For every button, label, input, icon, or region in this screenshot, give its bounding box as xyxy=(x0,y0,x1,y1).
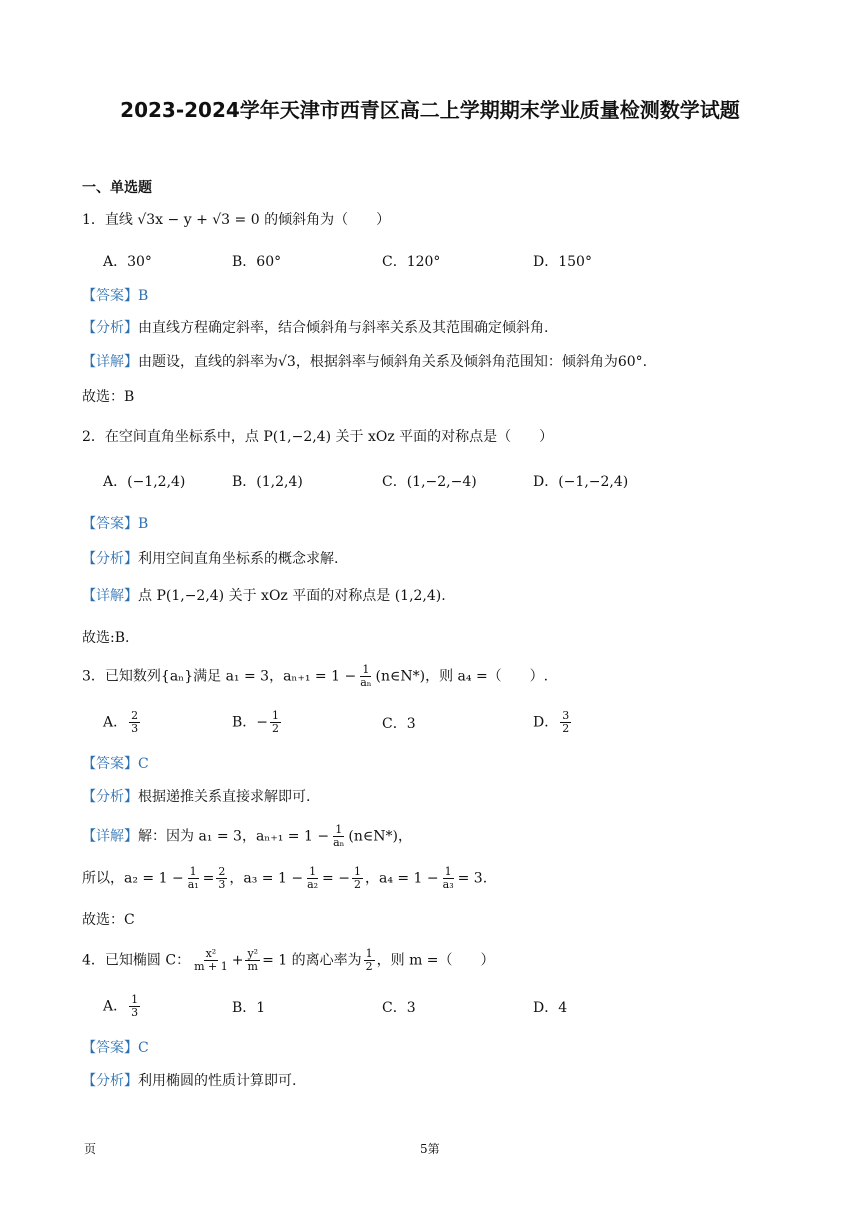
q4-x-num: x² xyxy=(205,947,217,960)
q2-option-c: C．(1,−2,−4) xyxy=(382,474,477,490)
q4-plus: + xyxy=(231,952,244,969)
q3-analysis: 【分析】根据递推关系直接求解即可. xyxy=(82,789,311,805)
q1-detail: 【详解】由题设，直线的斜率为√3，根据斜率与倾斜角关系及倾斜角范围知：倾斜角为60°. xyxy=(82,354,648,370)
q3-work-a: 所以，a₂ = 1 − xyxy=(82,870,184,887)
q2-option-d: D．(−1,−2,4) xyxy=(533,474,629,490)
q4-stem-end: ，则 m =（ ） xyxy=(376,952,495,969)
q3-detail-frac-num: 1 xyxy=(335,823,343,836)
q3-conclusion: 故选：C xyxy=(82,912,135,928)
section-tag: 【详解】 xyxy=(82,828,138,845)
q4-answer xyxy=(82,1038,149,1058)
q3-work-a-den: a₁ xyxy=(187,878,199,891)
q4-e-fraction xyxy=(364,948,375,973)
q4-analysis: 【分析】利用椭圆的性质计算即可. xyxy=(82,1073,297,1089)
q4-y-den: m xyxy=(247,960,258,973)
section-heading: 一、单选题 xyxy=(82,180,152,196)
q3-option-d-den: 2 xyxy=(562,722,570,735)
q3-work-c-den: a₃ xyxy=(442,878,454,891)
q3-work-a-rnum: 2 xyxy=(218,865,226,878)
q3-option-a-num: 2 xyxy=(131,709,139,722)
q3-detail-frac-den: aₙ xyxy=(333,836,345,849)
q3-option-a-fraction xyxy=(129,710,140,735)
q3-option-d xyxy=(533,710,573,735)
q2-answer-text: 【答案】B xyxy=(82,516,149,532)
q3-option-b-label: B．− xyxy=(232,714,269,731)
q4-stem xyxy=(82,948,495,973)
q4-option-a xyxy=(103,994,142,1019)
page-title: 2023-2024学年天津市西青区高二上学期期末学业质量检测数学试题 xyxy=(120,98,740,122)
q4-option-d: D．4 xyxy=(533,1000,568,1016)
q2-conclusion: 故选:B. xyxy=(82,630,130,646)
q3-option-c: C．3 xyxy=(382,716,416,732)
footer-page-number: 5第 xyxy=(420,1142,440,1156)
q3-work-c: ，a₄ = 1 − xyxy=(364,870,439,887)
q3-work-b-fraction xyxy=(305,866,320,891)
q4-answer-text: 【答案】C xyxy=(82,1040,149,1056)
q3-work-b-result xyxy=(352,866,363,891)
q1-option-d: D．150° xyxy=(533,254,592,270)
q3-detail xyxy=(82,824,412,849)
q2-option-a: A．(−1,2,4) xyxy=(103,474,186,490)
section-tag: 【分析】 xyxy=(82,551,138,567)
footer-left: 页 xyxy=(84,1142,97,1156)
q3-stem-frac-den: aₙ xyxy=(360,676,372,689)
q4-option-a-num: 1 xyxy=(131,993,139,1006)
q4-option-c: C．3 xyxy=(382,1000,416,1016)
q3-option-b-num: 1 xyxy=(272,709,280,722)
q3-option-d-num: 3 xyxy=(562,709,570,722)
q4-stem-start: 4．已知椭圆 C： xyxy=(82,952,191,969)
q2-option-b: B．(1,2,4) xyxy=(232,474,303,490)
q4-e-num: 1 xyxy=(365,947,373,960)
q4-x-den: m + 1 xyxy=(194,960,228,973)
q3-work-a-fraction xyxy=(186,866,201,891)
q4-stem-mid: = 1 的离心率为 xyxy=(262,952,362,969)
q1-analysis: 【分析】由直线方程确定斜率，结合倾斜角与斜率关系及其范围确定倾斜角. xyxy=(82,320,549,336)
section-tag: 【分析】 xyxy=(82,320,138,336)
q4-y-fraction xyxy=(245,948,260,973)
q3-stem-frac-num: 1 xyxy=(362,663,370,676)
q2-analysis: 【分析】利用空间直角坐标系的概念求解. xyxy=(82,551,339,567)
q3-work-a-result xyxy=(216,866,227,891)
section-tag: 【分析】 xyxy=(82,789,138,805)
q3-detail-start: 【详解】解：因为 a₁ = 3，aₙ₊₁ = 1 − xyxy=(82,828,330,845)
q3-option-b-den: 2 xyxy=(272,722,280,735)
q3-work-b-rnum: 1 xyxy=(353,865,361,878)
q3-work-b-rden: 2 xyxy=(353,878,361,891)
q3-option-a-label: A． xyxy=(103,714,128,731)
q3-detail-fraction xyxy=(331,824,346,849)
q3-stem-end: (n∈N*)，则 a₄ =（ ）. xyxy=(375,668,549,685)
q1-stem: 1．直线 √3x − y + √3 = 0 的倾斜角为（ ） xyxy=(82,212,391,228)
q3-stem xyxy=(82,664,548,689)
q3-option-b-fraction xyxy=(270,710,281,735)
q3-work-c-eq: = 3. xyxy=(457,870,488,887)
q3-option-d-fraction xyxy=(560,710,571,735)
q1-conclusion: 故选：B xyxy=(82,389,135,405)
q1-answer xyxy=(82,286,148,306)
section-tag: 【详解】 xyxy=(82,354,138,370)
q3-work-c-num: 1 xyxy=(444,865,452,878)
q3-work xyxy=(82,866,487,891)
q4-option-a-den: 3 xyxy=(131,1006,139,1019)
q3-option-d-label: D． xyxy=(533,714,559,731)
q3-answer xyxy=(82,754,149,774)
q3-option-a xyxy=(103,710,142,735)
q4-e-den: 2 xyxy=(365,960,373,973)
q4-option-b: B．1 xyxy=(232,1000,266,1016)
q2-stem: 2．在空间直角坐标系中，点 P(1,−2,4) 关于 xOz 平面的对称点是（ ） xyxy=(82,429,554,445)
q4-y-num: y² xyxy=(247,947,259,960)
q4-x-fraction xyxy=(192,948,230,973)
q3-work-b: ，a₃ = 1 − xyxy=(229,870,304,887)
q2-detail: 【详解】点 P(1,−2,4) 关于 xOz 平面的对称点是 (1,2,4). xyxy=(82,588,446,604)
q1-option-a: A．30° xyxy=(103,254,152,270)
q3-work-a-num: 1 xyxy=(189,865,197,878)
q3-option-b xyxy=(232,710,283,735)
q2-answer xyxy=(82,514,148,534)
q3-work-c-fraction xyxy=(441,866,456,891)
q1-option-b: B．60° xyxy=(232,254,282,270)
section-tag: 【分析】 xyxy=(82,1073,138,1089)
q3-work-b-num: 1 xyxy=(309,865,317,878)
section-tag: 【详解】 xyxy=(82,588,138,604)
q3-work-b-eq: = − xyxy=(322,870,350,887)
q3-work-a-rden: 3 xyxy=(218,878,226,891)
q3-option-a-den: 3 xyxy=(131,722,139,735)
q1-option-c: C．120° xyxy=(382,254,441,270)
q1-answer-text: 【答案】B xyxy=(82,288,149,304)
q4-option-a-fraction xyxy=(129,994,140,1019)
q3-work-a-eq: = xyxy=(202,870,215,887)
q4-option-a-label: A． xyxy=(103,998,128,1015)
q3-answer-text: 【答案】C xyxy=(82,756,149,772)
q3-stem-start: 3．已知数列{aₙ}满足 a₁ = 3，aₙ₊₁ = 1 − xyxy=(82,668,357,685)
q3-work-b-den: a₂ xyxy=(307,878,319,891)
q3-detail-end: (n∈N*)， xyxy=(348,828,412,845)
q3-stem-fraction xyxy=(358,664,373,689)
